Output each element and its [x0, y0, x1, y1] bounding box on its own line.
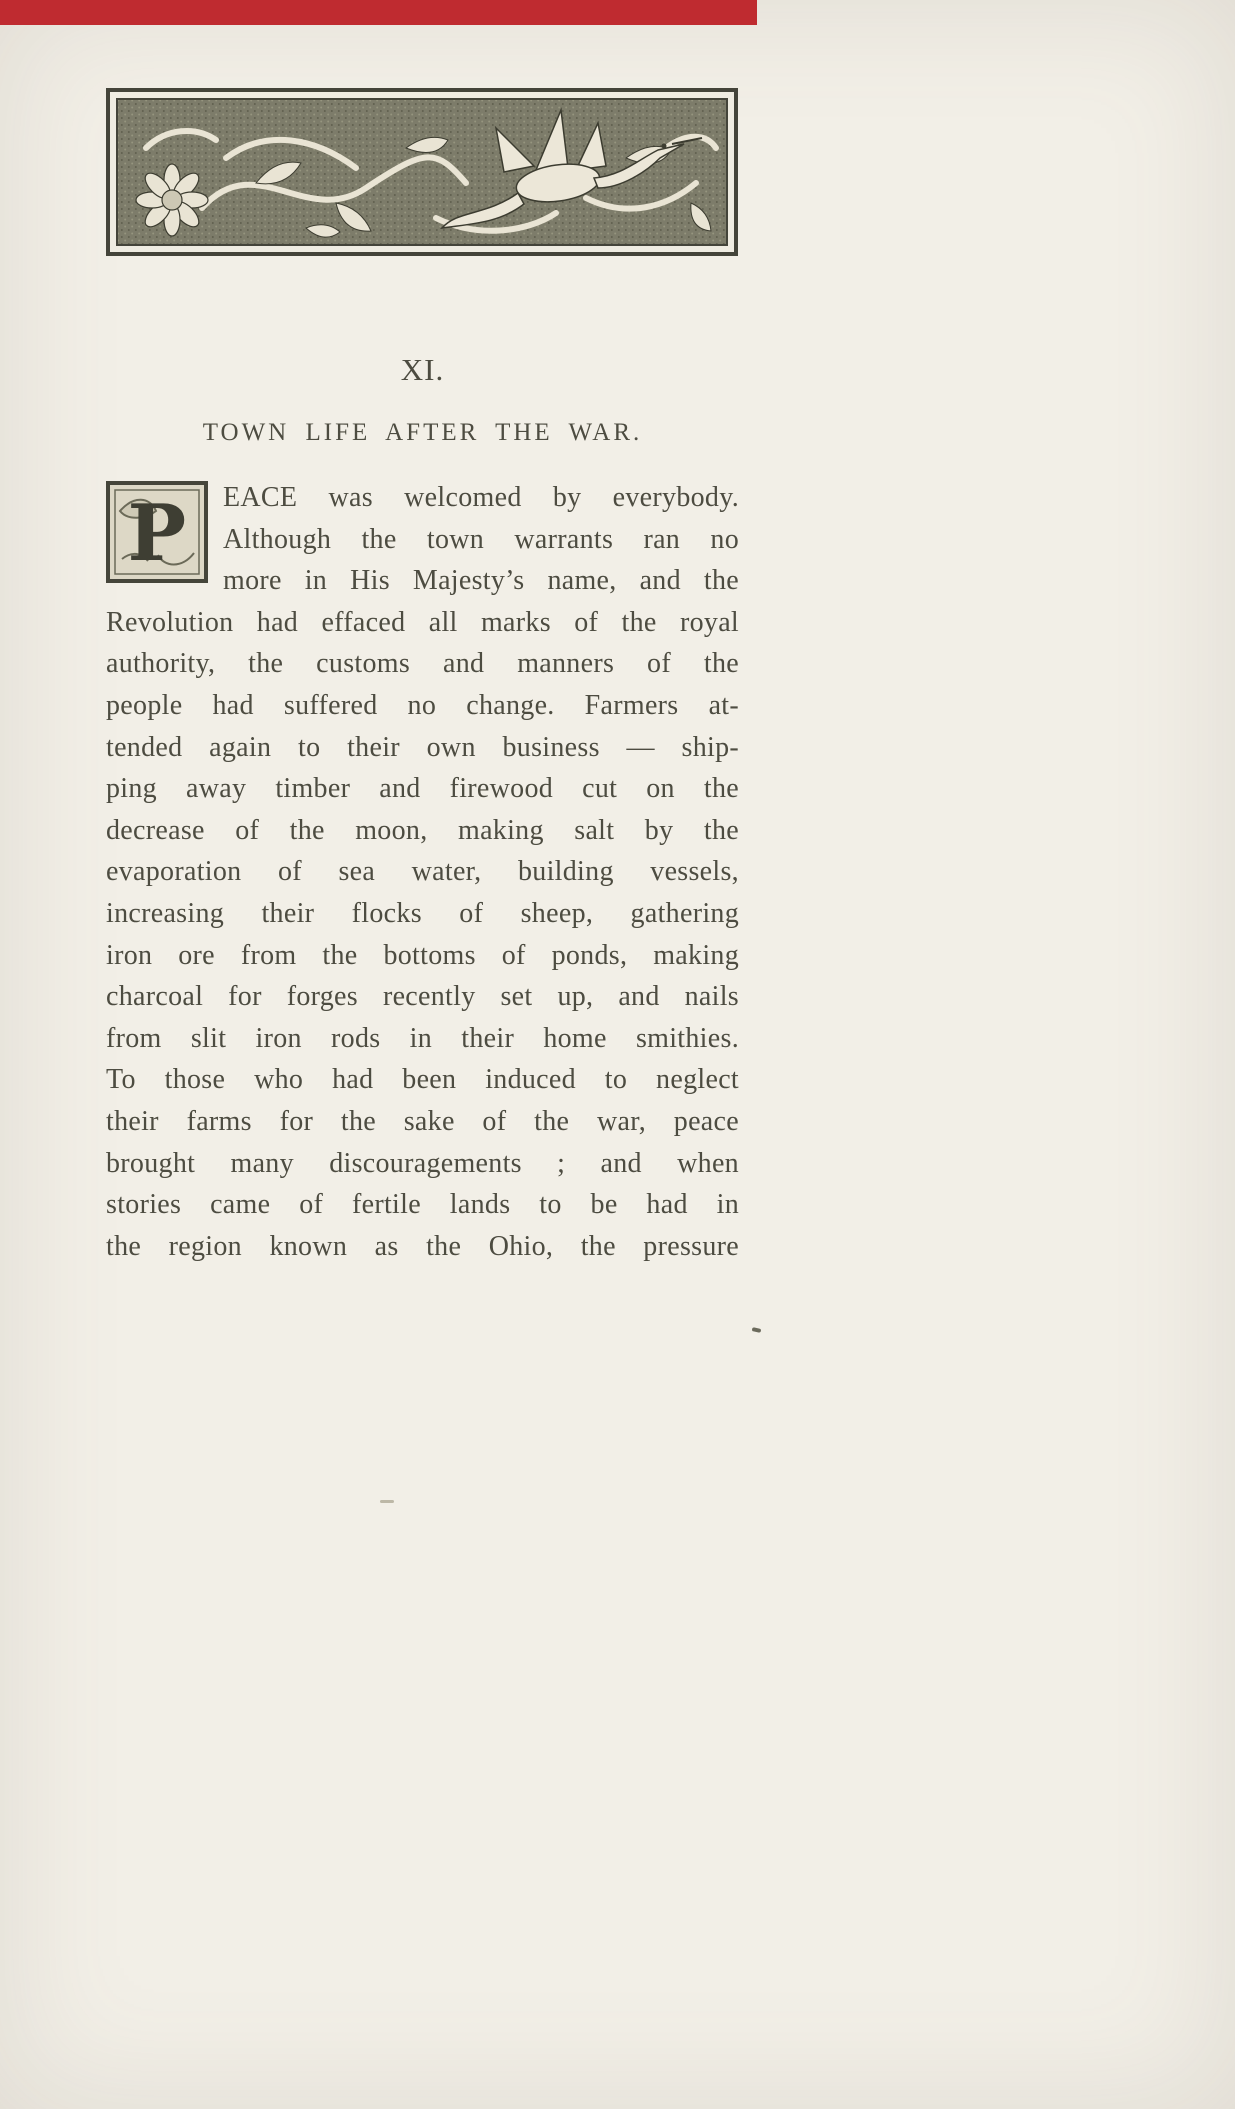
drop-cap-engraving — [106, 481, 208, 583]
text-line: charcoal for forges recently set up, and nails — [106, 981, 739, 1013]
text-line: tended again to their own business — ship- — [106, 731, 739, 763]
bird-eye — [662, 144, 667, 149]
text-line: more in His Majesty’s name, and the — [223, 565, 739, 597]
chapter-title: TOWN LIFE AFTER THE WAR. — [202, 419, 643, 446]
text-line: stories came of fertile lands to be had in — [106, 1189, 739, 1221]
floral-headpiece-engraving — [106, 88, 738, 256]
scan-speck — [380, 1500, 394, 1503]
drop-cap-letter: P — [127, 488, 187, 579]
text-line: decrease of the moon, making salt by the — [106, 814, 739, 846]
drop-cap-initial — [106, 481, 208, 583]
body-text — [106, 477, 739, 1267]
text-line: their farms for the sake of the war, peace — [106, 1105, 739, 1137]
text-line: Revolution had effaced all marks of the royal — [106, 606, 739, 638]
text-line: the region known as the Ohio, the pressure — [106, 1230, 739, 1262]
text-line: EACE was welcomed by everybody. — [223, 482, 739, 513]
text-line: people had suffered no change. Farmers at- — [106, 689, 739, 721]
text-line: Although the town warrants ran no — [223, 523, 739, 555]
chapter-number: XI. — [400, 352, 445, 387]
text-line: from slit iron rods in their home smithies. — [106, 1022, 739, 1054]
text-line: ping away timber and firewood cut on the — [106, 773, 739, 805]
text-line: evaporation of sea water, building vessels, — [106, 856, 739, 888]
text-line: increasing their flocks of sheep, gathering — [106, 897, 739, 929]
rosette-flower — [136, 164, 208, 236]
scan-speck — [752, 1327, 762, 1333]
text-line: iron ore from the bottoms of ponds, making — [106, 939, 739, 971]
scan-red-band — [0, 0, 757, 25]
text-line: To those who had been induced to neglect — [106, 1064, 739, 1096]
text-line: authority, the customs and manners of the — [106, 648, 739, 680]
floral-headpiece-ornament — [106, 88, 738, 256]
text-line: brought many discouragements ; and when — [106, 1147, 739, 1179]
